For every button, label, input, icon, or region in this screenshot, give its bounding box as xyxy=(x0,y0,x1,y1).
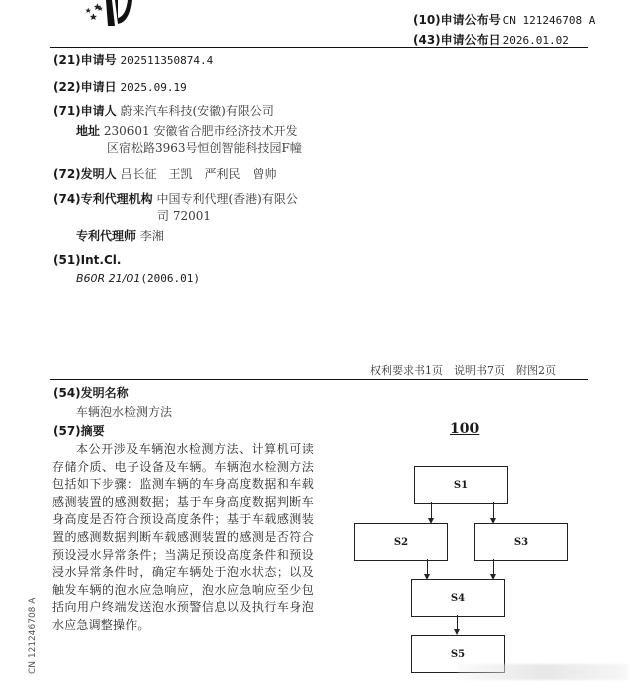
intcl-label: (51)Int.Cl. xyxy=(53,253,122,267)
applicant-value: 蔚来汽车科技(安徽)有限公司 xyxy=(120,104,274,118)
int-cl xyxy=(53,253,121,267)
logo-emblem-icon xyxy=(82,0,142,30)
app-date-label: (22)申请日 xyxy=(53,80,117,94)
invention-title-label: (54)发明名称 xyxy=(53,386,129,400)
pub-no-value: CN 121246708 A xyxy=(502,14,596,27)
figure-label: 100 xyxy=(450,421,480,437)
address-label: 地址 xyxy=(76,124,101,138)
pub-no-label: (10)申请公布号 xyxy=(413,13,501,27)
inventor-value: 吕长征 王凯 严利民 曾帅 xyxy=(120,167,277,181)
flow-connector xyxy=(427,559,428,574)
agency-line2: 司 72001 xyxy=(157,209,211,223)
inventor-label: (72)发明人 xyxy=(53,167,117,181)
pub-date-value: 2026.01.02 xyxy=(502,34,569,47)
section-divider xyxy=(50,379,588,380)
agent-label: 专利代理师 xyxy=(76,229,137,243)
intcl-code: B60R 21/01 xyxy=(76,272,141,285)
flow-step-s2: S2 xyxy=(354,523,448,561)
application-number xyxy=(53,51,213,68)
patent-agency xyxy=(53,190,298,207)
page-counts: 权利要求书1页 说明书7页 附图2页 xyxy=(370,364,556,377)
agency-label: (74)专利代理机构 xyxy=(53,192,153,206)
watermark xyxy=(458,664,628,680)
header-divider xyxy=(50,47,588,48)
address xyxy=(76,122,297,139)
flow-step-s1: S1 xyxy=(414,466,508,504)
invention-title: 车辆泡水检测方法 xyxy=(76,405,173,419)
intcl-version: (2006.01) xyxy=(140,272,200,285)
app-date-value: 2025.09.19 xyxy=(120,81,187,94)
flow-step-s5: S5 xyxy=(411,635,505,673)
flow-connector xyxy=(431,502,432,518)
applicant xyxy=(53,102,274,119)
publication-number xyxy=(413,11,595,28)
address-line2: 区宿松路3963号恒创智能科技园F幢 xyxy=(107,141,302,155)
flow-connector xyxy=(457,615,458,629)
agency-line1: 中国专利代理(香港)有限公 xyxy=(156,192,298,206)
address-line1: 230601 安徽省合肥市经济技术开发 xyxy=(103,124,298,138)
applicant-label: (71)申请人 xyxy=(53,104,117,118)
inventors xyxy=(53,165,277,182)
application-date xyxy=(53,78,187,95)
flow-connector xyxy=(493,502,494,518)
flow-step-s4: S4 xyxy=(411,579,505,617)
agent-value: 李湘 xyxy=(139,229,164,243)
patent-agent xyxy=(76,227,164,244)
abstract-text: 本公开涉及车辆泡水检测方法、计算机可读存储介质、电子设备及车辆。车辆泡水检测方法包括如下步骤：监测车辆的车身高度数据和车载感测装置的感测数据；基于车身高度数据判断车身高度是否符合预设高度条件；基于车载感测装置的感测数据判断车载感测装置的感测是否符合预设浸水异常条件；当满足预设高度条件和预设浸水异常条件时，确定车辆处于泡水状态；以及触发车辆的泡水应急响应，泡水应急响应至少包括向用户终端发送泡水预警信息以及执行车身泡水应急调整操作。 xyxy=(52,442,314,632)
side-mark: CN 121246708 A xyxy=(28,597,38,674)
flow-step-s3: S3 xyxy=(474,523,568,561)
publication-date xyxy=(413,31,569,48)
abstract-label: (57)摘要 xyxy=(53,424,105,438)
cnipa-logo xyxy=(82,0,142,30)
app-no-label: (21)申请号 xyxy=(53,53,117,67)
pub-date-label: (43)申请公布日 xyxy=(413,33,501,47)
flow-connector xyxy=(493,559,494,574)
app-no-value: 202511350874.4 xyxy=(120,54,214,67)
int-cl-code xyxy=(76,272,200,285)
